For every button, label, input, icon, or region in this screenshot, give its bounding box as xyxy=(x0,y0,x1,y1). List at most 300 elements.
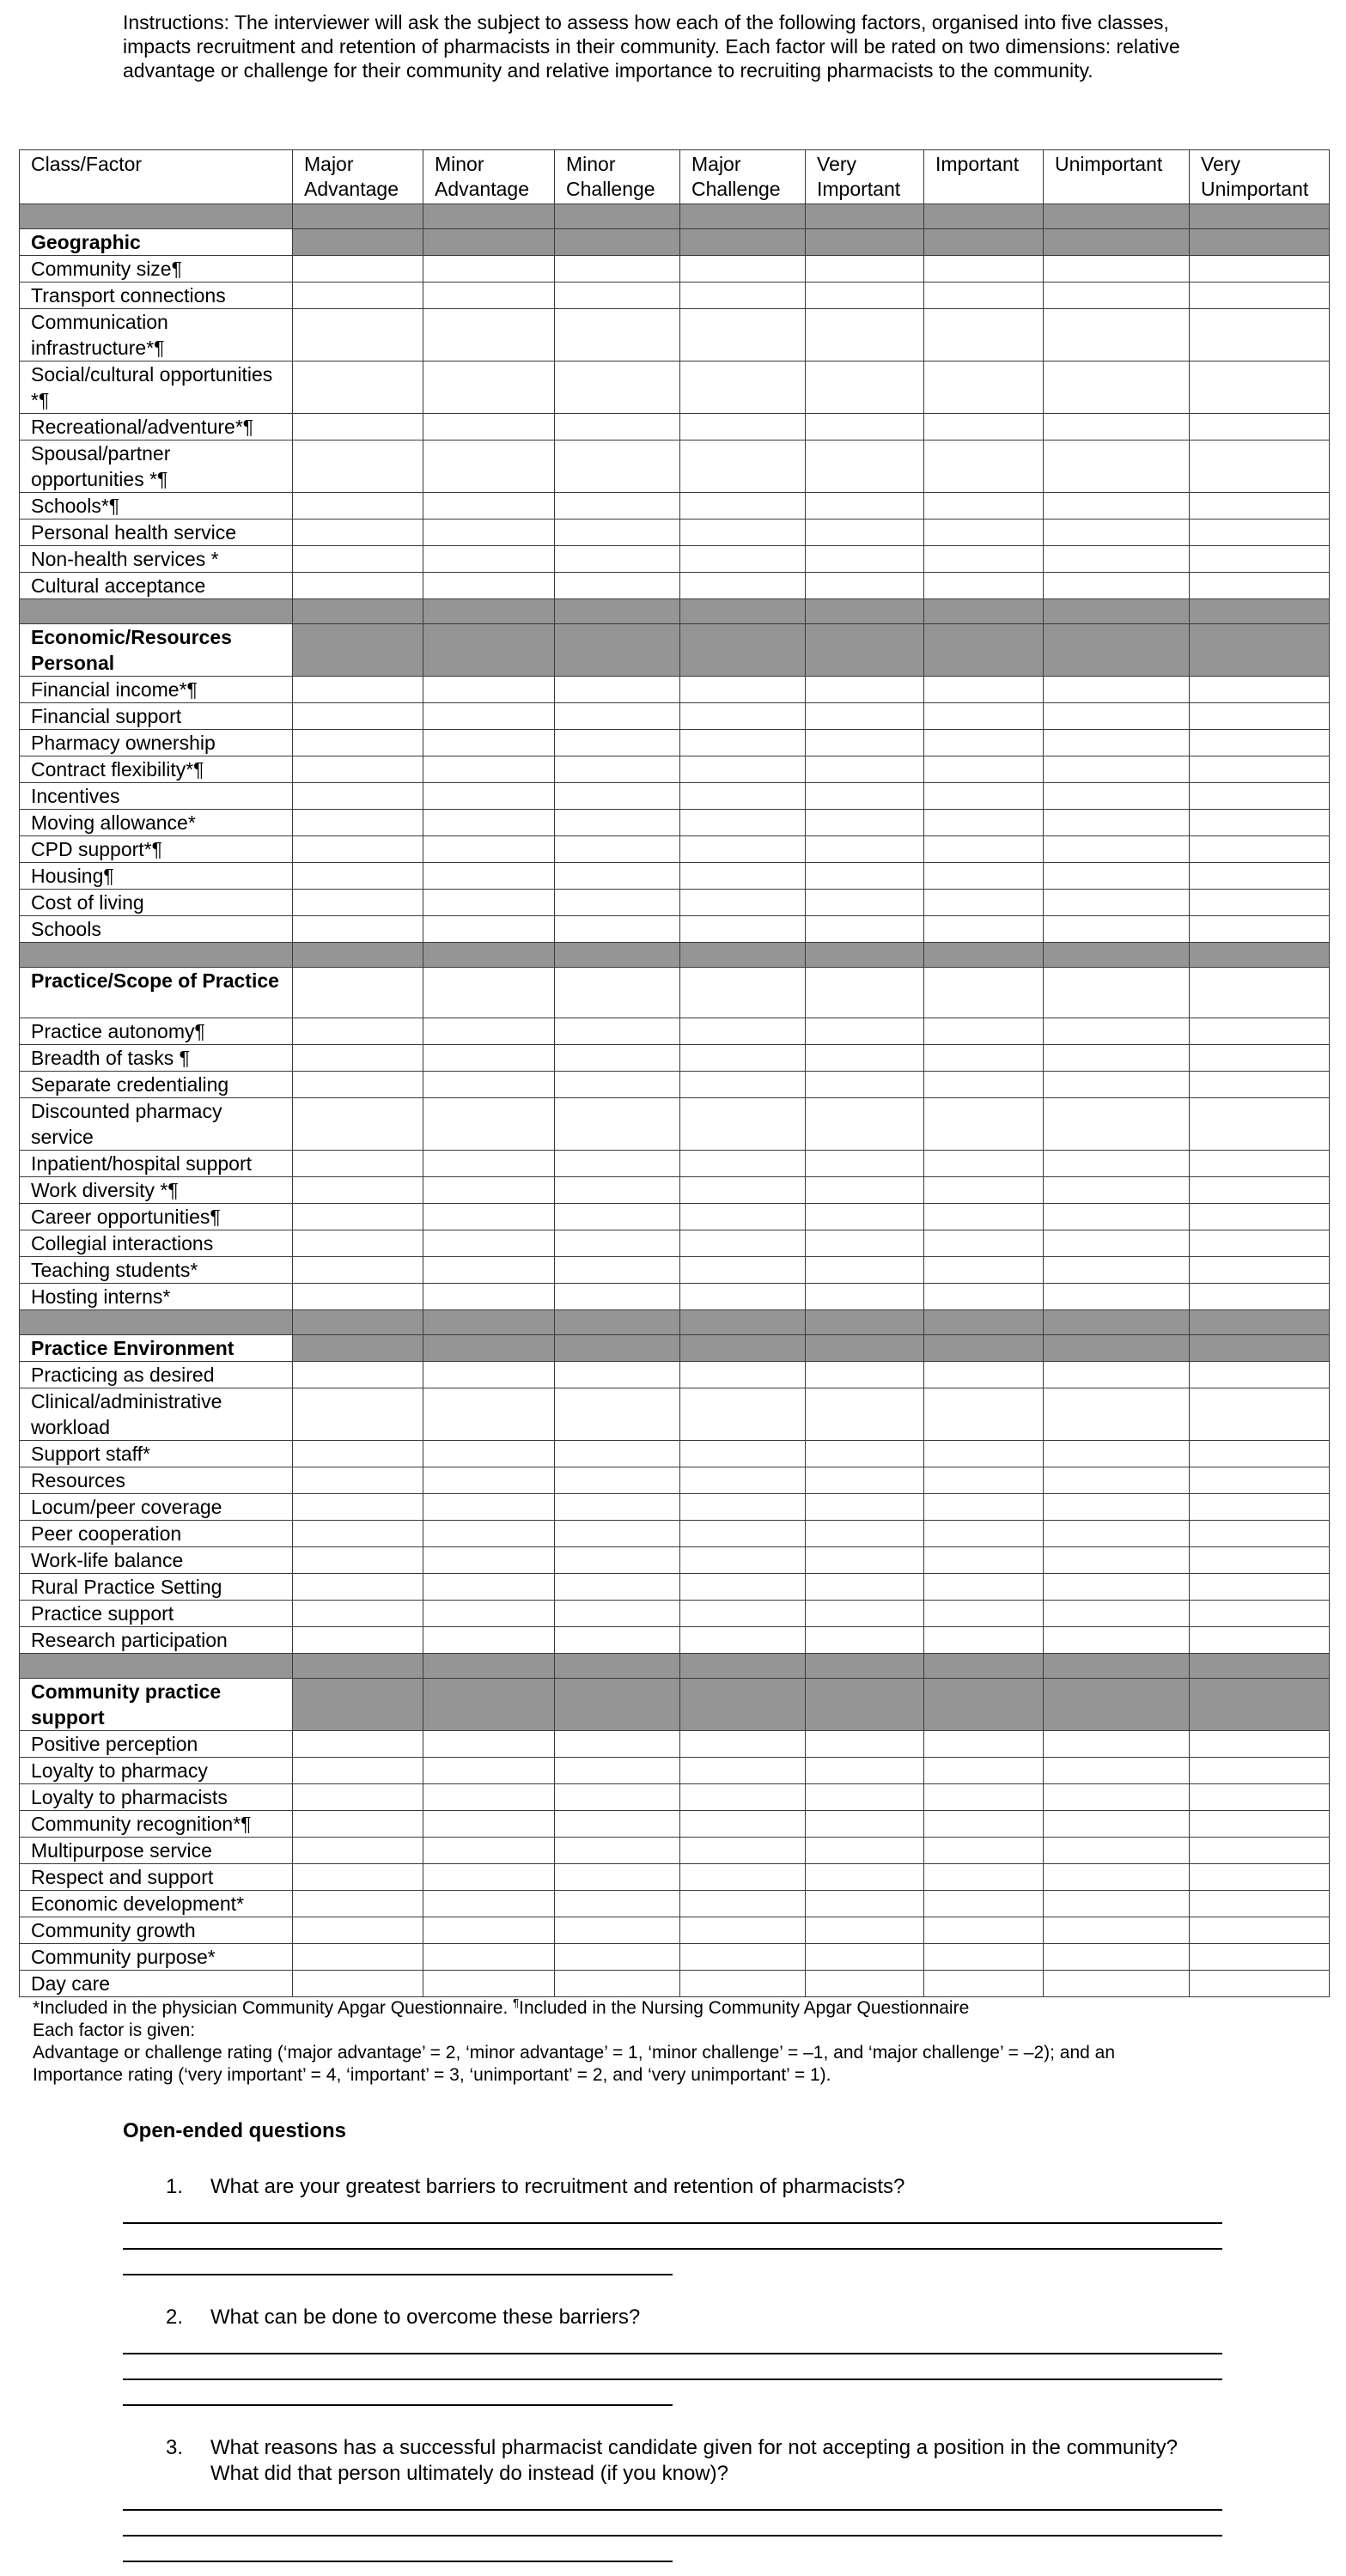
answer-line[interactable] xyxy=(123,2379,1222,2380)
rating-cell[interactable] xyxy=(555,703,680,730)
rating-cell[interactable] xyxy=(806,1204,924,1230)
rating-cell[interactable] xyxy=(555,1018,680,1045)
rating-cell[interactable] xyxy=(555,1045,680,1072)
rating-cell[interactable] xyxy=(924,783,1044,810)
rating-cell[interactable] xyxy=(1190,1758,1330,1784)
rating-cell[interactable] xyxy=(293,414,423,440)
rating-cell[interactable] xyxy=(806,916,924,943)
rating-cell[interactable] xyxy=(680,1864,806,1891)
rating-cell[interactable] xyxy=(806,1547,924,1574)
rating-cell[interactable] xyxy=(1044,519,1190,546)
rating-cell[interactable] xyxy=(1190,1784,1330,1811)
rating-cell[interactable] xyxy=(1044,1441,1190,1467)
rating-cell[interactable] xyxy=(555,283,680,309)
rating-cell[interactable] xyxy=(423,1838,555,1864)
rating-cell[interactable] xyxy=(423,916,555,943)
rating-cell[interactable] xyxy=(924,1758,1044,1784)
rating-cell[interactable] xyxy=(1044,1811,1190,1838)
rating-cell[interactable] xyxy=(1044,493,1190,519)
rating-cell[interactable] xyxy=(423,730,555,756)
rating-cell[interactable] xyxy=(806,756,924,783)
rating-cell[interactable] xyxy=(1190,1388,1330,1441)
rating-cell[interactable] xyxy=(555,1204,680,1230)
rating-cell[interactable] xyxy=(924,1864,1044,1891)
rating-cell[interactable] xyxy=(1190,1838,1330,1864)
rating-cell[interactable] xyxy=(1044,1627,1190,1654)
rating-cell[interactable] xyxy=(680,414,806,440)
rating-cell[interactable] xyxy=(1044,1758,1190,1784)
rating-cell[interactable] xyxy=(423,756,555,783)
rating-cell[interactable] xyxy=(423,1627,555,1654)
rating-cell[interactable] xyxy=(806,1601,924,1627)
rating-cell[interactable] xyxy=(555,256,680,283)
rating-cell[interactable] xyxy=(293,756,423,783)
rating-cell[interactable] xyxy=(806,1284,924,1310)
rating-cell[interactable] xyxy=(1190,1731,1330,1758)
rating-cell[interactable] xyxy=(680,1891,806,1917)
rating-cell[interactable] xyxy=(1044,573,1190,599)
rating-cell[interactable] xyxy=(680,1838,806,1864)
rating-cell[interactable] xyxy=(680,677,806,703)
rating-cell[interactable] xyxy=(555,1864,680,1891)
rating-cell[interactable] xyxy=(555,1521,680,1547)
rating-cell[interactable] xyxy=(924,1494,1044,1521)
rating-cell[interactable] xyxy=(423,783,555,810)
rating-cell[interactable] xyxy=(806,309,924,361)
rating-cell[interactable] xyxy=(423,1467,555,1494)
rating-cell[interactable] xyxy=(1190,916,1330,943)
rating-cell[interactable] xyxy=(806,1257,924,1284)
rating-cell[interactable] xyxy=(1044,1284,1190,1310)
rating-cell[interactable] xyxy=(555,863,680,890)
answer-line[interactable] xyxy=(123,2404,673,2406)
rating-cell[interactable] xyxy=(924,1284,1044,1310)
rating-cell[interactable] xyxy=(293,1811,423,1838)
rating-cell[interactable] xyxy=(293,1731,423,1758)
rating-cell[interactable] xyxy=(1190,1574,1330,1601)
rating-cell[interactable] xyxy=(1044,1467,1190,1494)
rating-cell[interactable] xyxy=(293,916,423,943)
rating-cell[interactable] xyxy=(1190,1072,1330,1098)
rating-cell[interactable] xyxy=(806,677,924,703)
rating-cell[interactable] xyxy=(924,890,1044,916)
rating-cell[interactable] xyxy=(806,863,924,890)
rating-cell[interactable] xyxy=(1190,1547,1330,1574)
rating-cell[interactable] xyxy=(423,414,555,440)
rating-cell[interactable] xyxy=(1044,1917,1190,1944)
rating-cell[interactable] xyxy=(293,361,423,414)
rating-cell[interactable] xyxy=(924,1151,1044,1177)
rating-cell[interactable] xyxy=(806,440,924,493)
rating-cell[interactable] xyxy=(293,1257,423,1284)
rating-cell[interactable] xyxy=(680,1601,806,1627)
rating-cell[interactable] xyxy=(806,1838,924,1864)
rating-cell[interactable] xyxy=(555,1917,680,1944)
rating-cell[interactable] xyxy=(924,1177,1044,1204)
rating-cell[interactable] xyxy=(555,546,680,573)
rating-cell[interactable] xyxy=(1044,1891,1190,1917)
rating-cell[interactable] xyxy=(924,1944,1044,1971)
rating-cell[interactable] xyxy=(423,1257,555,1284)
rating-cell[interactable] xyxy=(806,1388,924,1441)
rating-cell[interactable] xyxy=(680,1521,806,1547)
rating-cell[interactable] xyxy=(293,810,423,836)
rating-cell[interactable] xyxy=(806,1151,924,1177)
rating-cell[interactable] xyxy=(680,730,806,756)
rating-cell[interactable] xyxy=(924,1204,1044,1230)
rating-cell[interactable] xyxy=(680,1574,806,1601)
rating-cell[interactable] xyxy=(1044,1388,1190,1441)
rating-cell[interactable] xyxy=(1044,1838,1190,1864)
rating-cell[interactable] xyxy=(1044,414,1190,440)
rating-cell[interactable] xyxy=(423,810,555,836)
answer-line[interactable] xyxy=(123,2561,673,2562)
rating-cell[interactable] xyxy=(806,1362,924,1388)
rating-cell[interactable] xyxy=(423,1601,555,1627)
rating-cell[interactable] xyxy=(555,1362,680,1388)
rating-cell[interactable] xyxy=(1190,1601,1330,1627)
rating-cell[interactable] xyxy=(1190,783,1330,810)
rating-cell[interactable] xyxy=(680,1098,806,1151)
rating-cell[interactable] xyxy=(423,546,555,573)
rating-cell[interactable] xyxy=(806,783,924,810)
rating-cell[interactable] xyxy=(806,1784,924,1811)
rating-cell[interactable] xyxy=(806,1574,924,1601)
rating-cell[interactable] xyxy=(293,1784,423,1811)
rating-cell[interactable] xyxy=(1044,916,1190,943)
rating-cell[interactable] xyxy=(680,1917,806,1944)
rating-cell[interactable] xyxy=(293,1072,423,1098)
rating-cell[interactable] xyxy=(1044,1494,1190,1521)
rating-cell[interactable] xyxy=(680,1204,806,1230)
rating-cell[interactable] xyxy=(555,1467,680,1494)
rating-cell[interactable] xyxy=(423,1151,555,1177)
rating-cell[interactable] xyxy=(293,573,423,599)
rating-cell[interactable] xyxy=(423,573,555,599)
rating-cell[interactable] xyxy=(555,1627,680,1654)
rating-cell[interactable] xyxy=(423,1204,555,1230)
rating-cell[interactable] xyxy=(1044,1362,1190,1388)
rating-cell[interactable] xyxy=(423,1494,555,1521)
rating-cell[interactable] xyxy=(1190,1891,1330,1917)
rating-cell[interactable] xyxy=(1190,1018,1330,1045)
rating-cell[interactable] xyxy=(806,1230,924,1257)
rating-cell[interactable] xyxy=(1190,890,1330,916)
rating-cell[interactable] xyxy=(1044,677,1190,703)
rating-cell[interactable] xyxy=(423,1547,555,1574)
rating-cell[interactable] xyxy=(293,677,423,703)
rating-cell[interactable] xyxy=(423,361,555,414)
rating-cell[interactable] xyxy=(423,863,555,890)
rating-cell[interactable] xyxy=(293,1045,423,1072)
rating-cell[interactable] xyxy=(555,1441,680,1467)
rating-cell[interactable] xyxy=(1190,546,1330,573)
rating-cell[interactable] xyxy=(924,756,1044,783)
rating-cell[interactable] xyxy=(924,1521,1044,1547)
rating-cell[interactable] xyxy=(680,519,806,546)
rating-cell[interactable] xyxy=(806,1467,924,1494)
rating-cell[interactable] xyxy=(1190,863,1330,890)
rating-cell[interactable] xyxy=(680,1230,806,1257)
rating-cell[interactable] xyxy=(555,1547,680,1574)
rating-cell[interactable] xyxy=(924,256,1044,283)
rating-cell[interactable] xyxy=(555,1891,680,1917)
rating-cell[interactable] xyxy=(1044,1601,1190,1627)
rating-cell[interactable] xyxy=(555,1601,680,1627)
rating-cell[interactable] xyxy=(555,440,680,493)
rating-cell[interactable] xyxy=(924,414,1044,440)
rating-cell[interactable] xyxy=(1044,1257,1190,1284)
rating-cell[interactable] xyxy=(293,1388,423,1441)
rating-cell[interactable] xyxy=(555,573,680,599)
rating-cell[interactable] xyxy=(423,1441,555,1467)
rating-cell[interactable] xyxy=(555,1177,680,1204)
rating-cell[interactable] xyxy=(555,1151,680,1177)
rating-cell[interactable] xyxy=(806,1864,924,1891)
rating-cell[interactable] xyxy=(680,1758,806,1784)
rating-cell[interactable] xyxy=(680,1441,806,1467)
rating-cell[interactable] xyxy=(423,1018,555,1045)
rating-cell[interactable] xyxy=(293,1521,423,1547)
rating-cell[interactable] xyxy=(806,361,924,414)
rating-cell[interactable] xyxy=(555,890,680,916)
rating-cell[interactable] xyxy=(924,703,1044,730)
rating-cell[interactable] xyxy=(1190,1362,1330,1388)
rating-cell[interactable] xyxy=(924,1917,1044,1944)
rating-cell[interactable] xyxy=(680,361,806,414)
rating-cell[interactable] xyxy=(1190,414,1330,440)
rating-cell[interactable] xyxy=(293,836,423,863)
rating-cell[interactable] xyxy=(423,1521,555,1547)
rating-cell[interactable] xyxy=(1190,1151,1330,1177)
rating-cell[interactable] xyxy=(1190,493,1330,519)
rating-cell[interactable] xyxy=(924,836,1044,863)
rating-cell[interactable] xyxy=(293,863,423,890)
rating-cell[interactable] xyxy=(924,1230,1044,1257)
rating-cell[interactable] xyxy=(806,1018,924,1045)
rating-cell[interactable] xyxy=(1044,810,1190,836)
rating-cell[interactable] xyxy=(293,730,423,756)
rating-cell[interactable] xyxy=(680,1784,806,1811)
rating-cell[interactable] xyxy=(555,677,680,703)
rating-cell[interactable] xyxy=(1190,1441,1330,1467)
rating-cell[interactable] xyxy=(293,1547,423,1574)
rating-cell[interactable] xyxy=(806,1521,924,1547)
rating-cell[interactable] xyxy=(423,1891,555,1917)
rating-cell[interactable] xyxy=(680,916,806,943)
rating-cell[interactable] xyxy=(293,890,423,916)
rating-cell[interactable] xyxy=(1044,890,1190,916)
rating-cell[interactable] xyxy=(680,309,806,361)
rating-cell[interactable] xyxy=(806,283,924,309)
rating-cell[interactable] xyxy=(293,1758,423,1784)
rating-cell[interactable] xyxy=(924,810,1044,836)
rating-cell[interactable] xyxy=(293,1467,423,1494)
rating-cell[interactable] xyxy=(1044,1784,1190,1811)
rating-cell[interactable] xyxy=(423,1864,555,1891)
rating-cell[interactable] xyxy=(924,1388,1044,1441)
rating-cell[interactable] xyxy=(423,890,555,916)
rating-cell[interactable] xyxy=(1044,863,1190,890)
rating-cell[interactable] xyxy=(924,730,1044,756)
rating-cell[interactable] xyxy=(423,256,555,283)
rating-cell[interactable] xyxy=(555,1388,680,1441)
rating-cell[interactable] xyxy=(555,783,680,810)
rating-cell[interactable] xyxy=(1044,1230,1190,1257)
rating-cell[interactable] xyxy=(555,1784,680,1811)
rating-cell[interactable] xyxy=(1190,1204,1330,1230)
answer-line[interactable] xyxy=(123,2248,1222,2250)
rating-cell[interactable] xyxy=(1190,361,1330,414)
rating-cell[interactable] xyxy=(806,519,924,546)
rating-cell[interactable] xyxy=(1190,573,1330,599)
rating-cell[interactable] xyxy=(924,1891,1044,1917)
rating-cell[interactable] xyxy=(924,1098,1044,1151)
rating-cell[interactable] xyxy=(555,756,680,783)
rating-cell[interactable] xyxy=(1044,283,1190,309)
rating-cell[interactable] xyxy=(423,440,555,493)
rating-cell[interactable] xyxy=(293,1018,423,1045)
rating-cell[interactable] xyxy=(924,1045,1044,1072)
rating-cell[interactable] xyxy=(806,546,924,573)
rating-cell[interactable] xyxy=(806,1177,924,1204)
rating-cell[interactable] xyxy=(924,361,1044,414)
rating-cell[interactable] xyxy=(293,1944,423,1971)
rating-cell[interactable] xyxy=(555,1574,680,1601)
rating-cell[interactable] xyxy=(1190,1917,1330,1944)
rating-cell[interactable] xyxy=(806,1917,924,1944)
rating-cell[interactable] xyxy=(1190,1494,1330,1521)
rating-cell[interactable] xyxy=(1190,1284,1330,1310)
rating-cell[interactable] xyxy=(423,836,555,863)
rating-cell[interactable] xyxy=(924,493,1044,519)
rating-cell[interactable] xyxy=(680,440,806,493)
rating-cell[interactable] xyxy=(924,1574,1044,1601)
rating-cell[interactable] xyxy=(1190,256,1330,283)
rating-cell[interactable] xyxy=(293,493,423,519)
rating-cell[interactable] xyxy=(423,283,555,309)
rating-cell[interactable] xyxy=(293,309,423,361)
rating-cell[interactable] xyxy=(1044,1864,1190,1891)
rating-cell[interactable] xyxy=(423,1098,555,1151)
rating-cell[interactable] xyxy=(924,1811,1044,1838)
rating-cell[interactable] xyxy=(423,309,555,361)
rating-cell[interactable] xyxy=(555,1944,680,1971)
rating-cell[interactable] xyxy=(293,1151,423,1177)
rating-cell[interactable] xyxy=(555,1731,680,1758)
rating-cell[interactable] xyxy=(1190,1864,1330,1891)
rating-cell[interactable] xyxy=(806,1627,924,1654)
rating-cell[interactable] xyxy=(680,1627,806,1654)
rating-cell[interactable] xyxy=(423,1045,555,1072)
rating-cell[interactable] xyxy=(293,703,423,730)
rating-cell[interactable] xyxy=(806,1891,924,1917)
answer-line[interactable] xyxy=(123,2222,1222,2224)
rating-cell[interactable] xyxy=(924,1784,1044,1811)
rating-cell[interactable] xyxy=(924,677,1044,703)
rating-cell[interactable] xyxy=(680,890,806,916)
rating-cell[interactable] xyxy=(680,783,806,810)
rating-cell[interactable] xyxy=(293,783,423,810)
rating-cell[interactable] xyxy=(1190,1521,1330,1547)
rating-cell[interactable] xyxy=(806,256,924,283)
rating-cell[interactable] xyxy=(1044,730,1190,756)
rating-cell[interactable] xyxy=(293,1204,423,1230)
rating-cell[interactable] xyxy=(806,703,924,730)
rating-cell[interactable] xyxy=(293,1838,423,1864)
rating-cell[interactable] xyxy=(680,756,806,783)
rating-cell[interactable] xyxy=(423,519,555,546)
rating-cell[interactable] xyxy=(423,1574,555,1601)
rating-cell[interactable] xyxy=(1190,1045,1330,1072)
rating-cell[interactable] xyxy=(1044,783,1190,810)
rating-cell[interactable] xyxy=(924,1838,1044,1864)
rating-cell[interactable] xyxy=(924,1731,1044,1758)
rating-cell[interactable] xyxy=(293,546,423,573)
rating-cell[interactable] xyxy=(293,1230,423,1257)
rating-cell[interactable] xyxy=(924,546,1044,573)
rating-cell[interactable] xyxy=(293,1494,423,1521)
rating-cell[interactable] xyxy=(680,1362,806,1388)
rating-cell[interactable] xyxy=(293,1891,423,1917)
rating-cell[interactable] xyxy=(1044,1204,1190,1230)
rating-cell[interactable] xyxy=(293,1441,423,1467)
rating-cell[interactable] xyxy=(680,1547,806,1574)
rating-cell[interactable] xyxy=(555,1494,680,1521)
rating-cell[interactable] xyxy=(423,493,555,519)
rating-cell[interactable] xyxy=(806,1494,924,1521)
rating-cell[interactable] xyxy=(806,493,924,519)
rating-cell[interactable] xyxy=(423,1177,555,1204)
rating-cell[interactable] xyxy=(423,677,555,703)
rating-cell[interactable] xyxy=(555,361,680,414)
rating-cell[interactable] xyxy=(806,1098,924,1151)
rating-cell[interactable] xyxy=(924,309,1044,361)
rating-cell[interactable] xyxy=(806,1441,924,1467)
rating-cell[interactable] xyxy=(1190,519,1330,546)
rating-cell[interactable] xyxy=(924,1441,1044,1467)
answer-line[interactable] xyxy=(123,2353,1222,2354)
rating-cell[interactable] xyxy=(680,1284,806,1310)
rating-cell[interactable] xyxy=(680,1045,806,1072)
rating-cell[interactable] xyxy=(1044,1731,1190,1758)
rating-cell[interactable] xyxy=(806,1045,924,1072)
rating-cell[interactable] xyxy=(806,836,924,863)
rating-cell[interactable] xyxy=(680,493,806,519)
rating-cell[interactable] xyxy=(680,1388,806,1441)
rating-cell[interactable] xyxy=(924,863,1044,890)
rating-cell[interactable] xyxy=(806,810,924,836)
rating-cell[interactable] xyxy=(423,1731,555,1758)
rating-cell[interactable] xyxy=(1044,1521,1190,1547)
rating-cell[interactable] xyxy=(806,573,924,599)
rating-cell[interactable] xyxy=(680,283,806,309)
rating-cell[interactable] xyxy=(1044,836,1190,863)
rating-cell[interactable] xyxy=(555,1098,680,1151)
rating-cell[interactable] xyxy=(1190,730,1330,756)
rating-cell[interactable] xyxy=(806,890,924,916)
rating-cell[interactable] xyxy=(555,1838,680,1864)
rating-cell[interactable] xyxy=(555,1257,680,1284)
rating-cell[interactable] xyxy=(924,1072,1044,1098)
rating-cell[interactable] xyxy=(680,256,806,283)
rating-cell[interactable] xyxy=(555,309,680,361)
rating-cell[interactable] xyxy=(555,836,680,863)
rating-cell[interactable] xyxy=(680,863,806,890)
rating-cell[interactable] xyxy=(680,703,806,730)
answer-line[interactable] xyxy=(123,2535,1222,2537)
rating-cell[interactable] xyxy=(555,1758,680,1784)
